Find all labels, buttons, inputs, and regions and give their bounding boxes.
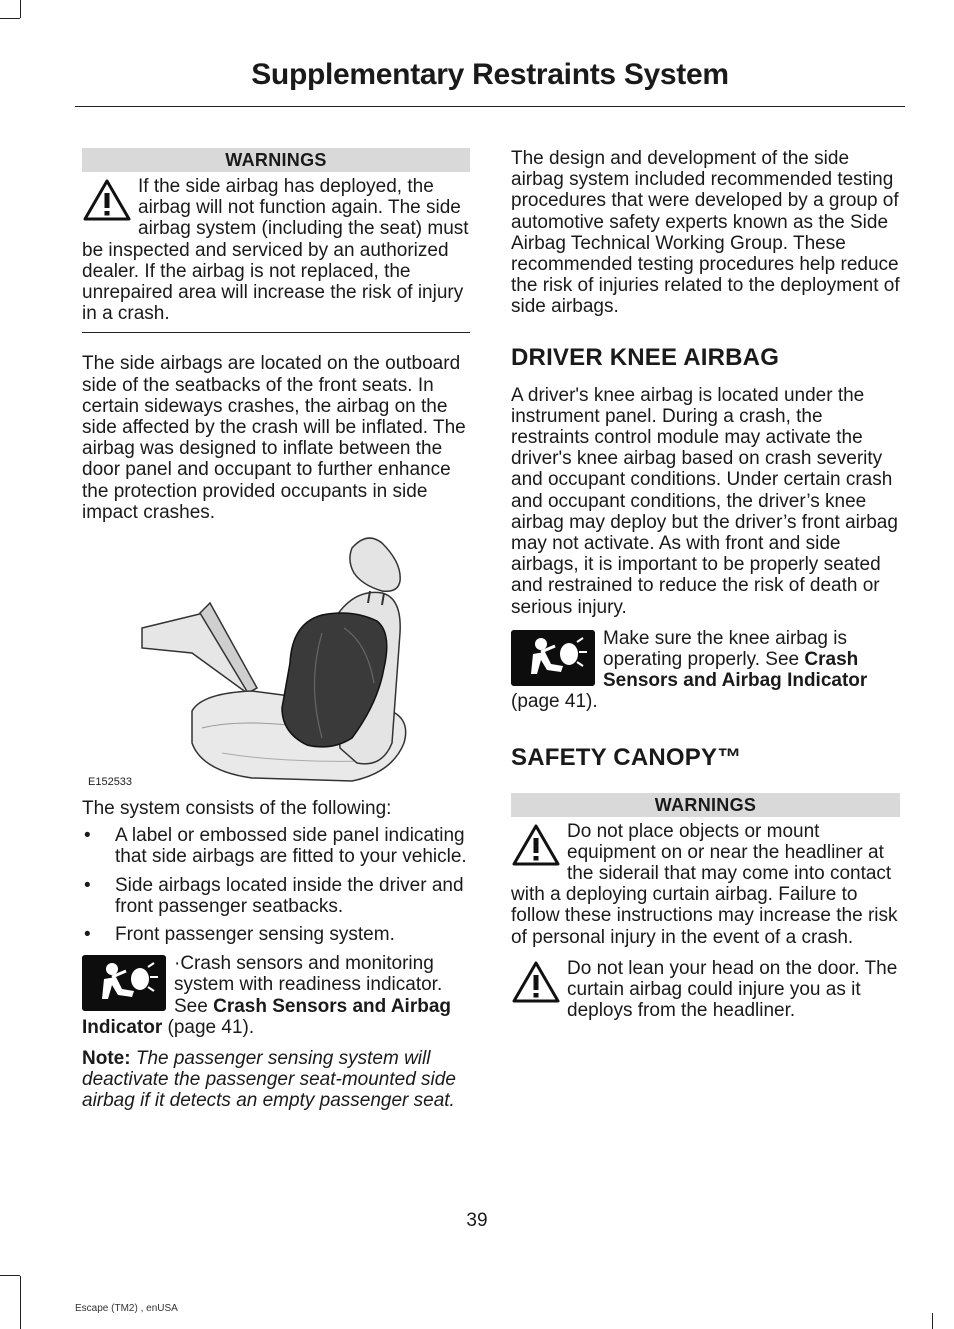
warnings-heading: WARNINGS xyxy=(82,148,470,172)
right-column xyxy=(511,148,900,1022)
list-item xyxy=(82,825,470,867)
title-rule xyxy=(75,106,905,107)
warnings-heading: WARNINGS xyxy=(511,793,900,817)
crop-mark xyxy=(932,1313,933,1329)
warning-block xyxy=(511,958,900,1022)
system-intro: The system consists of the following: xyxy=(82,798,392,820)
note-text: The passenger sensing system will deactivate the passenger seat-mounted side airbag if it detects an empty passenger seat. xyxy=(82,1048,456,1112)
figure-code: E152533 xyxy=(88,776,133,789)
knee-airbag-paragraph: A driver's knee airbag is located under the instrument panel. During a crash, the restraints control module may activate the driver's knee airbag based on crash severity and occupant conditions. Under certain crash and occupant conditions, the driver’s knee airbag may deploy but the driver’s front airbag may not activate. As with front and side airbags, it is important to be properly seated and restrained to reduce the risk of death or serious injury. xyxy=(511,384,898,618)
warning-text: Do not place objects or mount equipment on or near the headliner at the siderail that may come into contact with a deploying curtain airbag. Failure to follow these instructions may increase the risk of personal injury in the event of a crash. xyxy=(511,820,898,948)
warning-block xyxy=(511,821,900,948)
warning-text: Do not lean your head on the door. The curtain airbag could injure you as it deploys from the headliner. xyxy=(567,957,898,1022)
side-airbag-paragraph: The side airbags are located on the outboard side of the seatbacks of the front seats. In certain sideways crashes, the airbag on the side affected by the crash will be inflated. The airbag was designed to inflate between the door panel and occupant to further enhance the protection provided occupants in side impact crashes. xyxy=(82,353,466,523)
page-title: Supplementary Restraints System xyxy=(251,58,729,91)
airbag-indicator-icon xyxy=(82,955,166,1011)
list-item xyxy=(82,875,470,917)
warning-triangle-icon xyxy=(511,960,561,1004)
knee-airbag-heading: DRIVER KNEE AIRBAG xyxy=(511,343,780,371)
crash-sensor-lead: ·Crash sensors and monitoring system with readiness indicator. See xyxy=(174,953,443,1017)
page-number: 39 xyxy=(466,1210,488,1231)
seat-illustration xyxy=(82,533,470,798)
knee-note-page: (page 41). xyxy=(511,691,598,713)
side-airbag-illustration xyxy=(82,533,470,798)
left-column xyxy=(82,148,470,1112)
crop-mark xyxy=(0,1275,20,1276)
crop-mark xyxy=(20,0,21,18)
crash-sensor-block xyxy=(82,953,470,1038)
warning-text: If the side airbag has deployed, the airbag will not function again. The side airbag system (including the seat) must be inspected and serviced by an authorized dealer. If the airbag is not replaced, the unrepaired area will increase the risk of injury in a crash. xyxy=(82,176,469,325)
warning-rule xyxy=(82,332,470,333)
list-item-text: Side airbags located inside the driver and front passenger seatbacks. xyxy=(115,874,464,917)
knee-note-block xyxy=(511,628,900,713)
safety-canopy-heading: SAFETY CANOPY™ xyxy=(511,743,742,771)
crash-sensor-page: (page 41). xyxy=(162,1016,255,1038)
knee-note-lead: Make sure the knee airbag is operating properly. See xyxy=(603,627,847,671)
footer-doc-code: Escape (TM2) , enUSA xyxy=(75,1303,178,1314)
bullet-mark: • xyxy=(84,874,91,896)
warning-block xyxy=(82,176,470,324)
bullet-mark: • xyxy=(84,825,91,847)
airbag-indicator-icon xyxy=(511,630,595,686)
note-label: Note: xyxy=(82,1048,131,1070)
warning-triangle-icon xyxy=(82,178,132,222)
list-item xyxy=(82,924,470,945)
list-item-text: A label or embossed side panel indicating that side airbags are fitted to your vehicle. xyxy=(115,825,467,868)
crop-mark xyxy=(20,1276,21,1329)
bullet-mark: • xyxy=(84,924,91,946)
list-item-text: Front passenger sensing system. xyxy=(115,924,395,946)
system-components-list xyxy=(82,825,470,945)
crop-mark xyxy=(0,18,20,19)
note-paragraph xyxy=(82,1048,470,1112)
warning-triangle-icon xyxy=(511,823,561,867)
crash-sensor-link[interactable]: Crash Sensors and Airbag Indicator xyxy=(82,995,452,1038)
knee-note-link[interactable]: Crash Sensors and Airbag Indicator xyxy=(603,649,868,692)
design-paragraph: The design and development of the side airbag system included recommended testing procedures that were developed by a group of automotive safety experts known as the Side Airbag Technical Working Group. These recommended testing procedures help reduce the risk of injuries related to the deployment of side airbags. xyxy=(511,148,900,318)
